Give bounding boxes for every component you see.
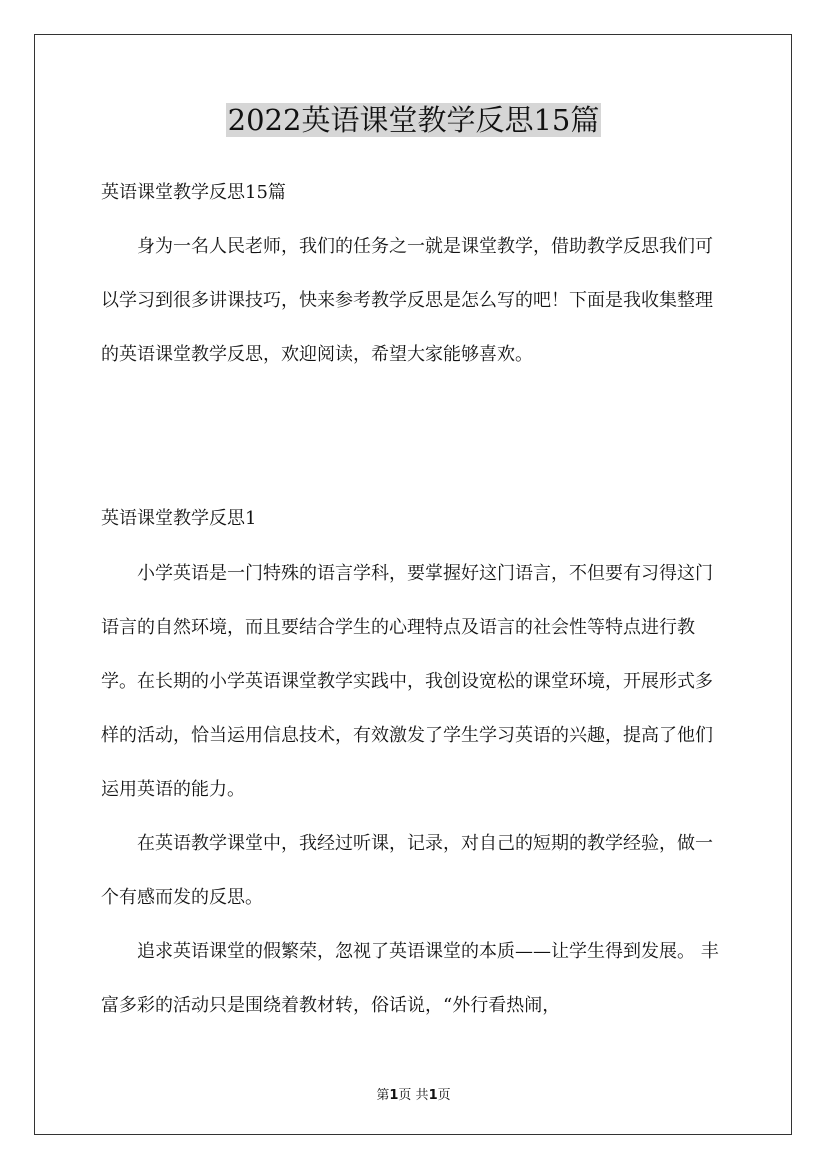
document-subtitle: 英语课堂教学反思15篇 bbox=[101, 182, 286, 203]
body-paragraph-1: 小学英语是一门特殊的语言学科，要掌握好这门语言，不但要有习得这门语言的自然环境，而且要结合学生的心理特点及语言的社会性等特点进行教学。在长期的小学英语课堂教学实践中，我创设宽松的课堂环境，开展形式多样的活动，恰当运用信息技术，有效激发了学生学习英语的兴趣，提高了他们运用英语的能力。 bbox=[101, 563, 713, 800]
page-footer bbox=[0, 1084, 827, 1103]
footer-page-prefix: 第 bbox=[376, 1088, 390, 1103]
body-paragraph-2: 在英语教学课堂中，我经过听课，记录，对自己的短期的教学经验，做一个有感而发的反思。 bbox=[101, 833, 713, 908]
document-title bbox=[0, 100, 827, 140]
document-title-text: 2022英语课堂教学反思15篇 bbox=[227, 103, 600, 137]
footer-page-suffix: 页 bbox=[437, 1088, 451, 1103]
intro-section bbox=[101, 220, 729, 382]
footer-page-total: 1 bbox=[428, 1088, 438, 1103]
footer-page-current: 1 bbox=[389, 1088, 399, 1103]
body-section bbox=[101, 547, 729, 1033]
intro-paragraph: 身为一名人民老师，我们的任务之一就是课堂教学，借助教学反思我们可以学习到很多讲课技巧，快来参考教学反思是怎么写的吧！下面是我收集整理的英语课堂教学反思，欢迎阅读，希望大家能够喜欢。 bbox=[101, 236, 713, 365]
body-paragraph-3: 追求英语课堂的假繁荣，忽视了英语课堂的本质——让学生得到发展。 丰富多彩的活动只是围绕着教材转，俗话说，“外行看热闹， bbox=[101, 941, 719, 1016]
footer-page-mid: 页 共 bbox=[398, 1088, 429, 1103]
section-heading: 英语课堂教学反思1 bbox=[101, 508, 257, 529]
